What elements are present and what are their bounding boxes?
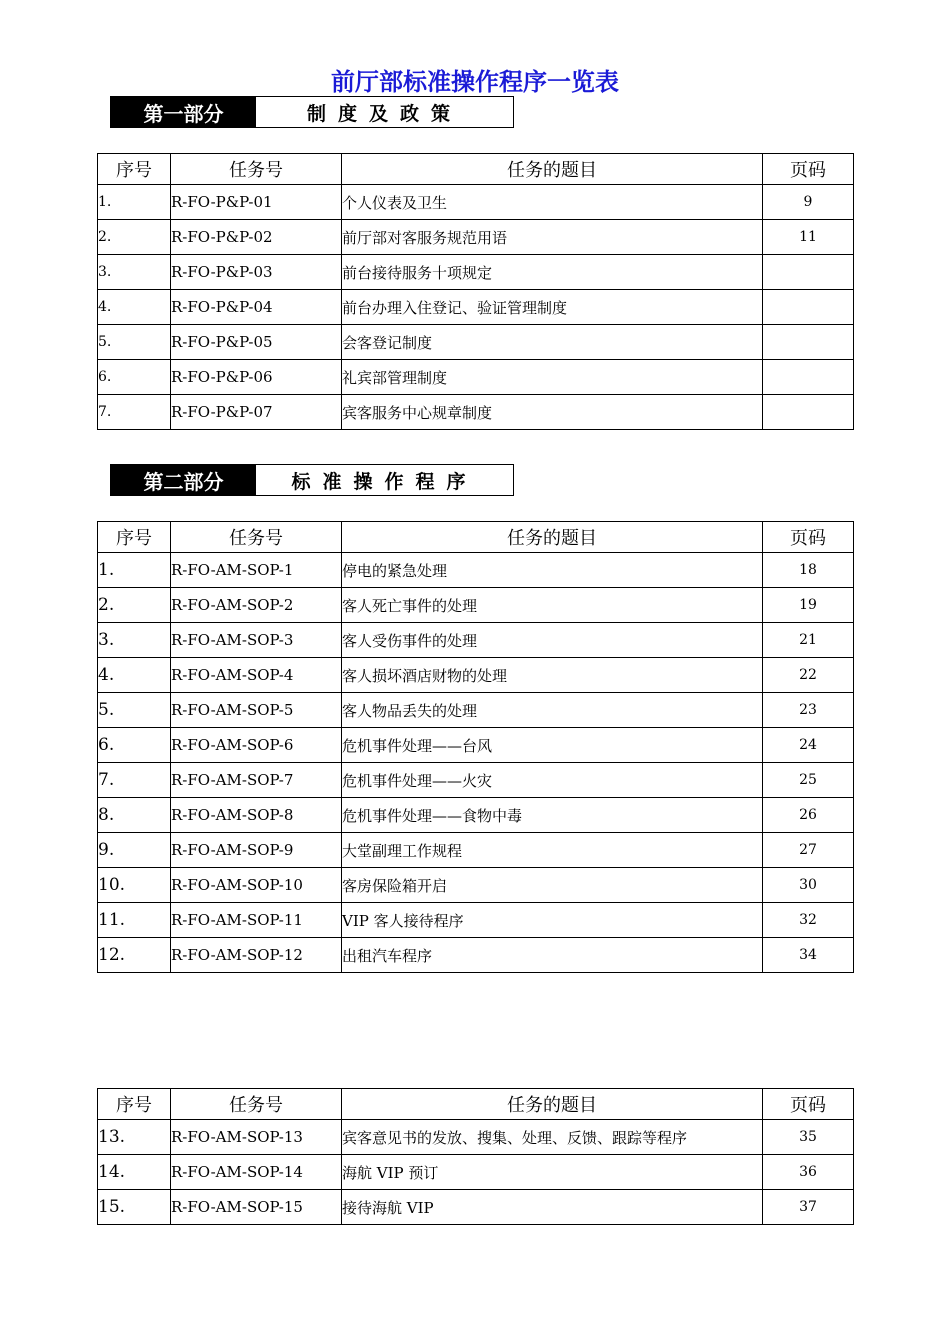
task-code: R-FO-AM-SOP-9 — [171, 833, 342, 868]
section-tag: 第一部分 — [111, 97, 256, 127]
table-row — [98, 185, 854, 220]
row-number: 11. — [98, 903, 171, 938]
header-no: 序号 — [98, 522, 171, 553]
row-number: 3. — [98, 255, 171, 290]
row-number: 13. — [98, 1120, 171, 1155]
table-row — [98, 290, 854, 325]
table-row — [98, 868, 854, 903]
task-code: R-FO-AM-SOP-7 — [171, 763, 342, 798]
page-number: 35 — [763, 1120, 854, 1155]
task-code: R-FO-AM-SOP-14 — [171, 1155, 342, 1190]
row-number: 2. — [98, 220, 171, 255]
task-code: R-FO-AM-SOP-8 — [171, 798, 342, 833]
page-number: 19 — [763, 588, 854, 623]
table-header-row — [98, 154, 854, 185]
page-number: 34 — [763, 938, 854, 973]
page-number: 23 — [763, 693, 854, 728]
row-number: 14. — [98, 1155, 171, 1190]
row-number: 3. — [98, 623, 171, 658]
table-row — [98, 728, 854, 763]
header-code: 任务号 — [171, 154, 342, 185]
table-row — [98, 693, 854, 728]
header-code: 任务号 — [171, 522, 342, 553]
task-topic: 宾客意见书的发放、搜集、处理、反馈、跟踪等程序 — [342, 1120, 763, 1155]
page-number — [763, 325, 854, 360]
row-number: 9. — [98, 833, 171, 868]
task-code: R-FO-AM-SOP-3 — [171, 623, 342, 658]
table-row — [98, 1120, 854, 1155]
task-topic: 客人损坏酒店财物的处理 — [342, 658, 763, 693]
table-row — [98, 360, 854, 395]
task-topic: 前厅部对客服务规范用语 — [342, 220, 763, 255]
row-number: 12. — [98, 938, 171, 973]
page-number: 18 — [763, 553, 854, 588]
table-part1 — [97, 153, 854, 430]
task-code: R-FO-AM-SOP-2 — [171, 588, 342, 623]
task-topic: 前台办理入住登记、验证管理制度 — [342, 290, 763, 325]
table-row — [98, 798, 854, 833]
row-number: 7. — [98, 763, 171, 798]
page-number — [763, 255, 854, 290]
row-number: 4. — [98, 290, 171, 325]
task-topic: 前台接待服务十项规定 — [342, 255, 763, 290]
task-topic: 会客登记制度 — [342, 325, 763, 360]
row-number: 6. — [98, 728, 171, 763]
task-topic: VIP 客人接待程序 — [342, 903, 763, 938]
page-number — [763, 395, 854, 430]
table-row — [98, 255, 854, 290]
row-number: 4. — [98, 658, 171, 693]
header-page: 页码 — [763, 522, 854, 553]
task-code: R-FO-P&P-03 — [171, 255, 342, 290]
table-row — [98, 553, 854, 588]
page-number: 11 — [763, 220, 854, 255]
task-code: R-FO-AM-SOP-1 — [171, 553, 342, 588]
task-code: R-FO-AM-SOP-15 — [171, 1190, 342, 1225]
header-page: 页码 — [763, 154, 854, 185]
header-no: 序号 — [98, 154, 171, 185]
table-header-row — [98, 1089, 854, 1120]
table-row — [98, 395, 854, 430]
page-number: 27 — [763, 833, 854, 868]
row-number: 7. — [98, 395, 171, 430]
task-topic: 个人仪表及卫生 — [342, 185, 763, 220]
header-topic: 任务的题目 — [342, 154, 763, 185]
page-number: 25 — [763, 763, 854, 798]
section-name: 标准操作程序 — [291, 470, 478, 493]
table-row — [98, 623, 854, 658]
page-number: 26 — [763, 798, 854, 833]
row-number: 1. — [98, 553, 171, 588]
task-code: R-FO-AM-SOP-4 — [171, 658, 342, 693]
task-topic: 客人受伤事件的处理 — [342, 623, 763, 658]
table-row — [98, 833, 854, 868]
task-code: R-FO-AM-SOP-6 — [171, 728, 342, 763]
row-number: 15. — [98, 1190, 171, 1225]
task-topic: 客人死亡事件的处理 — [342, 588, 763, 623]
task-code: R-FO-P&P-04 — [171, 290, 342, 325]
task-code: R-FO-AM-SOP-12 — [171, 938, 342, 973]
task-topic: 危机事件处理——火灾 — [342, 763, 763, 798]
table-row — [98, 938, 854, 973]
task-topic: 出租汽车程序 — [342, 938, 763, 973]
page-number: 32 — [763, 903, 854, 938]
task-topic: 宾客服务中心规章制度 — [342, 395, 763, 430]
page-title: 前厅部标准操作程序一览表 — [331, 68, 619, 96]
task-code: R-FO-AM-SOP-5 — [171, 693, 342, 728]
page-number: 24 — [763, 728, 854, 763]
section-tag: 第二部分 — [111, 465, 256, 495]
header-page: 页码 — [763, 1089, 854, 1120]
table-part3 — [97, 1088, 854, 1225]
table-row — [98, 588, 854, 623]
page-number: 37 — [763, 1190, 854, 1225]
task-code: R-FO-P&P-06 — [171, 360, 342, 395]
table-row — [98, 1190, 854, 1225]
section-header-part2 — [110, 464, 514, 496]
page-number: 9 — [763, 185, 854, 220]
task-topic: 客人物品丢失的处理 — [342, 693, 763, 728]
task-topic: 停电的紧急处理 — [342, 553, 763, 588]
row-number: 6. — [98, 360, 171, 395]
table-row — [98, 325, 854, 360]
row-number: 5. — [98, 325, 171, 360]
task-topic: 客房保险箱开启 — [342, 868, 763, 903]
table-row — [98, 903, 854, 938]
task-code: R-FO-P&P-01 — [171, 185, 342, 220]
task-code: R-FO-AM-SOP-10 — [171, 868, 342, 903]
page-number — [763, 290, 854, 325]
task-code: R-FO-P&P-02 — [171, 220, 342, 255]
page-number: 22 — [763, 658, 854, 693]
task-topic: 礼宾部管理制度 — [342, 360, 763, 395]
header-topic: 任务的题目 — [342, 522, 763, 553]
task-code: R-FO-P&P-05 — [171, 325, 342, 360]
table-row — [98, 220, 854, 255]
task-code: R-FO-AM-SOP-11 — [171, 903, 342, 938]
task-code: R-FO-P&P-07 — [171, 395, 342, 430]
task-topic: 危机事件处理——食物中毒 — [342, 798, 763, 833]
header-code: 任务号 — [171, 1089, 342, 1120]
table-row — [98, 763, 854, 798]
task-topic: 接待海航 VIP — [342, 1190, 763, 1225]
page-number: 36 — [763, 1155, 854, 1190]
page-number — [763, 360, 854, 395]
row-number: 10. — [98, 868, 171, 903]
page-number: 30 — [763, 868, 854, 903]
header-topic: 任务的题目 — [342, 1089, 763, 1120]
page-number: 21 — [763, 623, 854, 658]
row-number: 8. — [98, 798, 171, 833]
header-no: 序号 — [98, 1089, 171, 1120]
table-row — [98, 1155, 854, 1190]
table-header-row — [98, 522, 854, 553]
task-topic: 大堂副理工作规程 — [342, 833, 763, 868]
table-part2 — [97, 521, 854, 973]
task-topic: 危机事件处理——台风 — [342, 728, 763, 763]
task-code: R-FO-AM-SOP-13 — [171, 1120, 342, 1155]
section-name: 制度及政策 — [306, 102, 462, 125]
row-number: 2. — [98, 588, 171, 623]
section-header-part1 — [110, 96, 514, 128]
row-number: 1. — [98, 185, 171, 220]
table-row — [98, 658, 854, 693]
task-topic: 海航 VIP 预订 — [342, 1155, 763, 1190]
row-number: 5. — [98, 693, 171, 728]
